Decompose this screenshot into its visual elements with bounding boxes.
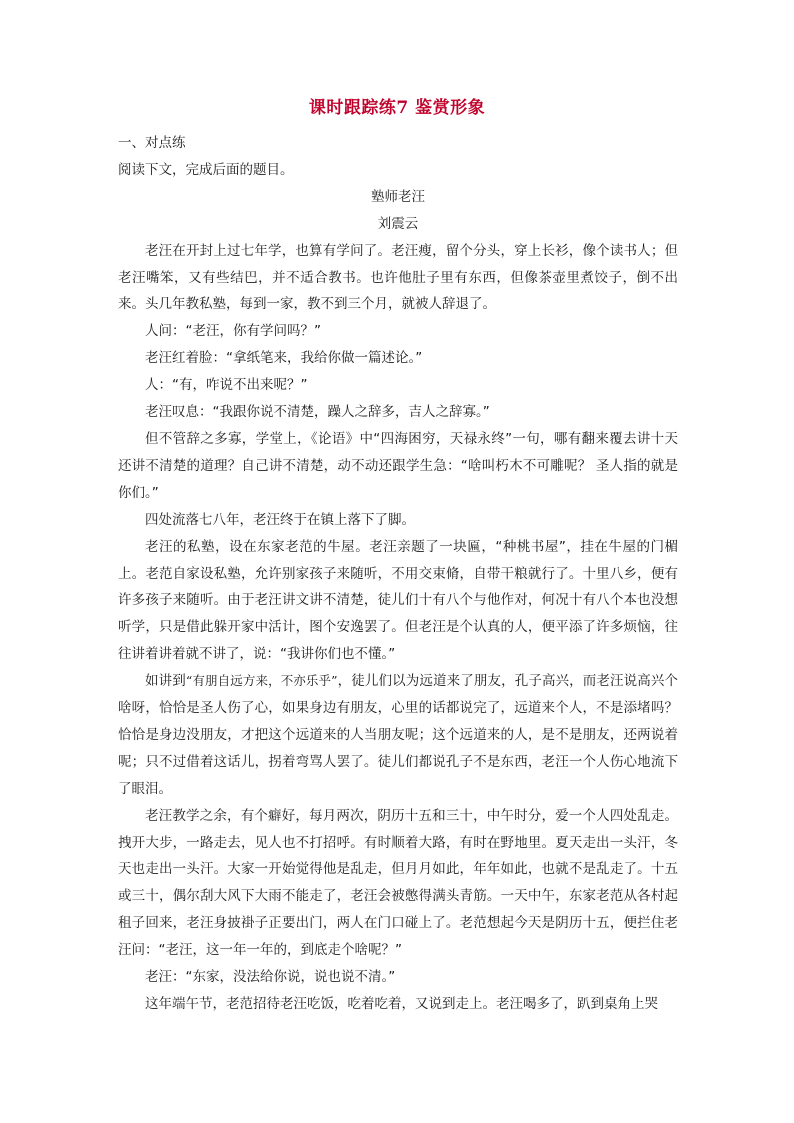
paragraph: 老汪在开封上过七年学，也算有学问了。老汪瘦，留个分头，穿上长衫，像个读书人；但老汪嘴笨，又有些结巴，并不适合教书。也许他肚子里有东西，但像茶壶里煮饺子，倒不出来。头几年教私塾，每到一家，教不到三个月，就被人辞退了。 — [118, 242, 678, 313]
classical-quote: “有朋自远方来，不亦乐乎” — [185, 673, 338, 689]
paragraph: 但不管辞之多寡，学堂上，《论语》中“四海困穷，天禄永终”一句，哪有翻来覆去讲十天还讲不清楚的道理？自己讲不清楚，动不动还跟学生急：“啥叫朽木不可雕呢？ 圣人指的就是你们。” — [118, 430, 678, 501]
paragraph: 老汪的私塾，设在东家老范的牛屋。老汪亲题了一块匾，“种桃书屋”，挂在牛屋的门楣上。老范自家设私塾，允许别家孩子来随听，不用交束脩，自带干粮就行了。十里八乡，便有许多孩子来随听。由于老汪讲文讲不清楚，徒儿们十有八个与他作对，何况十有八个本也没想听学，只是借此躲开家中活计，图个安逸罢了。但老汪是个认真的人，便平添了许多烦恼，往往讲着讲着就不讲了，说：“我讲你们也不懂。” — [118, 538, 678, 663]
paragraph: 老汪：“东家，没法给你说，说也说不清。” — [145, 969, 396, 986]
paragraph: 四处流落七八年，老汪终于在镇上落下了脚。 — [145, 511, 415, 528]
paragraph-text: ，徒儿们以为远道来了朋友，孔子高兴，而老汪说高兴个啥呀，恰恰是圣人伤了心，如果身边有朋友，心里的话都说完了，远道来个人，不是添堵吗？恰恰是身边没朋友，才把这个远道来的人当朋友呢；这个远道来的人，是不是朋友，还两说着呢；只不过借着这话儿，拐着弯骂人罢了。徒儿们都说孔子不是东西，老汪一个人伤心地流下了眼泪。 — [118, 673, 679, 797]
page-title: 课时跟踪练7 鉴赏形象 — [308, 98, 486, 118]
paragraph: 人问：“老汪，你有学问吗？” — [145, 323, 321, 340]
paragraph: 老汪教学之余，有个癖好，每月两次，阴历十五和三十，中午时分，爱一个人四处乱走。拽开大步，一路走去，见人也不打招呼。有时顺着大路，有时在野地里。夏天走出一头汗，冬天也走出一头汗。大家一开始觉得他是乱走，但月月如此，年年如此，也就不是乱走了。十五或三十，偶尔刮大风下大雨不能走了，老汪会被憋得满头青筋。一天中午，东家老范从各村起租子回来，老汪身披褂子正要出门，两人在门口碰上了。老范想起今天是阴历十五，便拦住老汪问：“老汪，这一年一年的，到底走个啥呢？” — [118, 807, 678, 959]
section-heading: 一、对点练 — [118, 135, 186, 151]
paragraph: 老汪叹息：“我跟你说不清楚，躁人之辞多，吉人之辞寡。” — [145, 404, 490, 421]
paragraph: 老汪红着脸：“拿纸笔来，我给你做一篇述论。” — [145, 350, 423, 367]
paragraph: 这年端午节，老范招待老汪吃饭，吃着吃着，又说到走上。老汪喝多了，趴到桌角上哭 — [145, 996, 658, 1012]
document-body — [118, 130, 678, 1018]
article-title: 塾师老汪 — [371, 188, 425, 205]
instruction-text: 阅读下文，完成后面的题目。 — [118, 161, 294, 178]
paragraph-text: 如讲到 — [145, 673, 186, 690]
paragraph-youpeng — [118, 668, 678, 803]
paragraph: 人：“有，咋说不出来呢？” — [145, 377, 308, 394]
article-author: 刘震云 — [377, 215, 419, 232]
